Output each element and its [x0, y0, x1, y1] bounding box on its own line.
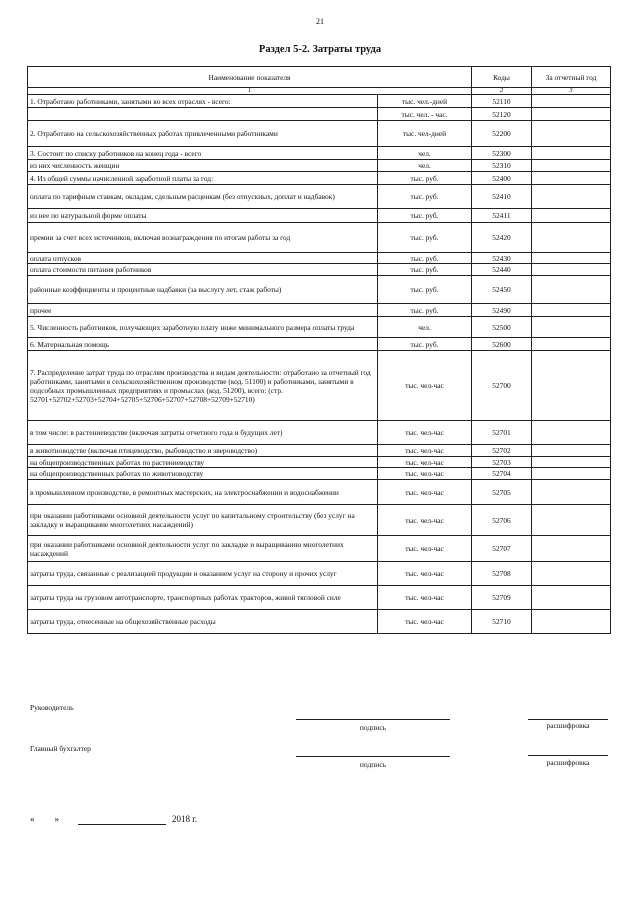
row-value-cell[interactable] [532, 421, 611, 445]
table-row [28, 276, 611, 304]
row-name: 7. Распределение затрат труда по отраслям производства и видам деятельности: отработано за отчетный год работниками, занятыми в сельскохозяйственном производстве (код. 51100) и работниками, занятыми в подсобных промышленных предприятиях и промыслах (код. 51200), всего: (стр. 52701+52702+52703+52704+52705+52706+52707+52708+52709+52710) [28, 351, 378, 421]
row-code: 52710 [472, 610, 532, 634]
table-row [28, 209, 611, 223]
index-col-1: 1 [28, 88, 472, 95]
row-code: 52703 [472, 457, 532, 468]
head-signature-caption: подпись [359, 723, 387, 732]
table-row [28, 457, 611, 468]
row-name: 5. Численность работников, получающих заработную плату ниже минимального размера оплаты труда [28, 317, 378, 338]
row-name: при оказании работниками основной деятельности услуг по закладке и выращиванию многолетних насаждений [28, 536, 378, 562]
index-col-2: 2 [472, 88, 532, 95]
row-code: 52709 [472, 586, 532, 610]
table-row [28, 264, 611, 276]
row-unit: тыс. чел-час [378, 562, 472, 586]
table-row [28, 253, 611, 264]
row-name: оплата по тарифным ставкам, окладам, сдельным расценкам (без отпускных, доплат и надбавок) [28, 185, 378, 209]
row-name: затраты труда, связанные с реализацией продукции и оказанием услуг на сторону и прочих услуг [28, 562, 378, 586]
row-name [28, 108, 378, 121]
row-unit: чел. [378, 160, 472, 172]
row-value-cell[interactable] [532, 468, 611, 480]
section-title: Раздел 5-2. Затраты труда [258, 44, 382, 55]
row-value-cell[interactable] [532, 147, 611, 160]
table-row [28, 445, 611, 457]
row-value-cell[interactable] [532, 209, 611, 223]
row-value-cell[interactable] [532, 95, 611, 108]
row-unit: тыс. руб. [378, 209, 472, 223]
header-indicator-name: Наименование показателя [28, 67, 472, 88]
row-value-cell[interactable] [532, 586, 611, 610]
row-value-cell[interactable] [532, 108, 611, 121]
table-row [28, 468, 611, 480]
row-value-cell[interactable] [532, 351, 611, 421]
table-row [28, 351, 611, 421]
row-unit: тыс. руб. [378, 223, 472, 253]
row-code: 52704 [472, 468, 532, 480]
row-code: 52411 [472, 209, 532, 223]
row-value-cell[interactable] [532, 505, 611, 536]
accountant-signature-line[interactable] [296, 756, 450, 757]
row-name: затраты труда на грузовом автотранспорте, транспортных работах тракторов, живой тягловой силе [28, 586, 378, 610]
date-year: 2018 г. [172, 814, 198, 824]
header-codes: Коды [472, 67, 532, 88]
row-value-cell[interactable] [532, 185, 611, 209]
row-code: 52708 [472, 562, 532, 586]
row-name: затраты труда, отнесенные на общехозяйственные расходы [28, 610, 378, 634]
row-code: 52400 [472, 172, 532, 185]
row-code: 52310 [472, 160, 532, 172]
row-unit: тыс. руб. [378, 338, 472, 351]
header-reporting-year: За отчетный год [532, 67, 611, 88]
row-unit: тыс. чел-час [378, 536, 472, 562]
date-quote-open: « [30, 814, 35, 824]
row-name: из них численность женщин [28, 160, 378, 172]
row-value-cell[interactable] [532, 172, 611, 185]
table-row [28, 536, 611, 562]
row-unit: чел. [378, 317, 472, 338]
row-code: 52300 [472, 147, 532, 160]
row-name: 4. Из общей суммы начисленной заработной платы за год: [28, 172, 378, 185]
row-name: в животноводстве (включая птицеводство, рыбоводство и звероводство) [28, 445, 378, 457]
row-name: в том числе: в растениеводстве (включая затраты отчетного года и будущих лет) [28, 421, 378, 445]
row-name: на общепроизводственных работах по животноводству [28, 468, 378, 480]
row-unit: тыс. чел-час [378, 421, 472, 445]
row-code: 52120 [472, 108, 532, 121]
head-decode-line[interactable] [528, 719, 608, 720]
row-code: 52706 [472, 505, 532, 536]
row-code: 52430 [472, 253, 532, 264]
head-signature-line[interactable] [296, 719, 450, 720]
table-row [28, 562, 611, 586]
labor-costs-table [27, 66, 611, 634]
row-unit: тыс. чел-час [378, 468, 472, 480]
table-row [28, 160, 611, 172]
row-code: 52707 [472, 536, 532, 562]
row-unit: тыс. руб. [378, 276, 472, 304]
row-code: 52200 [472, 121, 532, 147]
row-code: 52705 [472, 480, 532, 505]
row-unit: тыс. чел-час [378, 586, 472, 610]
table-row [28, 95, 611, 108]
row-code: 52702 [472, 445, 532, 457]
table-row [28, 172, 611, 185]
row-name: премии за счет всех источников, включая вознаграждения по итогам работы за год [28, 223, 378, 253]
row-unit: тыс. руб. [378, 172, 472, 185]
head-decode-caption: расшифровка [546, 721, 590, 730]
table-row [28, 610, 611, 634]
row-code: 52500 [472, 317, 532, 338]
row-code: 52420 [472, 223, 532, 253]
row-value-cell[interactable] [532, 121, 611, 147]
row-unit: тыс. чел-час [378, 351, 472, 421]
row-code: 52600 [472, 338, 532, 351]
row-unit: тыс. чел.-дней [378, 95, 472, 108]
table-row [28, 147, 611, 160]
head-label: Руководитель [30, 703, 74, 712]
row-code: 52700 [472, 351, 532, 421]
row-name: оплата стоимости питания работников [28, 264, 378, 276]
table-row [28, 586, 611, 610]
row-code: 52450 [472, 276, 532, 304]
row-value-cell[interactable] [532, 480, 611, 505]
row-value-cell[interactable] [532, 445, 611, 457]
row-value-cell[interactable] [532, 536, 611, 562]
row-unit: тыс. руб. [378, 304, 472, 317]
row-unit: тыс. чел-час [378, 445, 472, 457]
table-row [28, 108, 611, 121]
accountant-decode-caption: расшифровка [546, 758, 590, 767]
row-name: районные коэффициенты и процентные надбавки (за выслугу лет, стаж работы) [28, 276, 378, 304]
row-value-cell[interactable] [532, 304, 611, 317]
table-row [28, 304, 611, 317]
row-name: оплата отпусков [28, 253, 378, 264]
table-row [28, 185, 611, 209]
row-unit: тыс. чел-час [378, 505, 472, 536]
row-unit: тыс. руб. [378, 264, 472, 276]
table-row [28, 421, 611, 445]
row-name: из нее по натуральной форме оплаты [28, 209, 378, 223]
row-unit: тыс. чел. - час. [378, 108, 472, 121]
page-number: 21 [316, 17, 324, 26]
row-value-cell[interactable] [532, 160, 611, 172]
row-code: 52701 [472, 421, 532, 445]
row-unit: чел. [378, 147, 472, 160]
row-name: на общепроизводственных работах по растениеводству [28, 457, 378, 468]
row-name: 2. Отработано на сельскохозяйственных работах привлеченными работниками [28, 121, 378, 147]
row-unit: тыс. чел-дней [378, 121, 472, 147]
row-value-cell[interactable] [532, 338, 611, 351]
date-month-line[interactable] [78, 824, 166, 825]
row-value-cell[interactable] [532, 253, 611, 264]
row-code: 52410 [472, 185, 532, 209]
table-row [28, 121, 611, 147]
row-unit: тыс. чел-час [378, 480, 472, 505]
row-unit: тыс. руб. [378, 185, 472, 209]
row-name: в промышленном производстве, в ремонтных мастерских, на электроснабжении и водоснабжении [28, 480, 378, 505]
table-row [28, 505, 611, 536]
row-code: 52490 [472, 304, 532, 317]
row-value-cell[interactable] [532, 264, 611, 276]
index-col-3: 3 [532, 88, 611, 95]
row-name: при оказании работниками основной деятельности услуг по капитальному строительству (без услуг на закладку и выращивание многолетних насаждений) [28, 505, 378, 536]
date-quote-close: » [54, 814, 59, 824]
row-value-cell[interactable] [532, 457, 611, 468]
date-day [30, 814, 59, 824]
row-value-cell[interactable] [532, 562, 611, 586]
accountant-decode-line[interactable] [528, 755, 608, 756]
row-unit: тыс. руб. [378, 253, 472, 264]
row-code: 52440 [472, 264, 532, 276]
row-name: 3. Состоит по списку работников на конец года - всего [28, 147, 378, 160]
row-value-cell[interactable] [532, 317, 611, 338]
row-code: 52110 [472, 95, 532, 108]
table-row [28, 317, 611, 338]
accountant-signature-caption: подпись [359, 760, 387, 769]
row-value-cell[interactable] [532, 610, 611, 634]
table-row [28, 338, 611, 351]
row-unit: тыс. чел-час [378, 610, 472, 634]
table-row [28, 480, 611, 505]
row-name: 1. Отработано работниками, занятыми во всех отраслях - всего: [28, 95, 378, 108]
row-name: 6. Материальная помощь [28, 338, 378, 351]
row-value-cell[interactable] [532, 223, 611, 253]
row-unit: тыс. чел-час [378, 457, 472, 468]
row-value-cell[interactable] [532, 276, 611, 304]
accountant-label: Главный бухгалтер [30, 744, 91, 753]
row-name: прочее [28, 304, 378, 317]
table-row [28, 223, 611, 253]
